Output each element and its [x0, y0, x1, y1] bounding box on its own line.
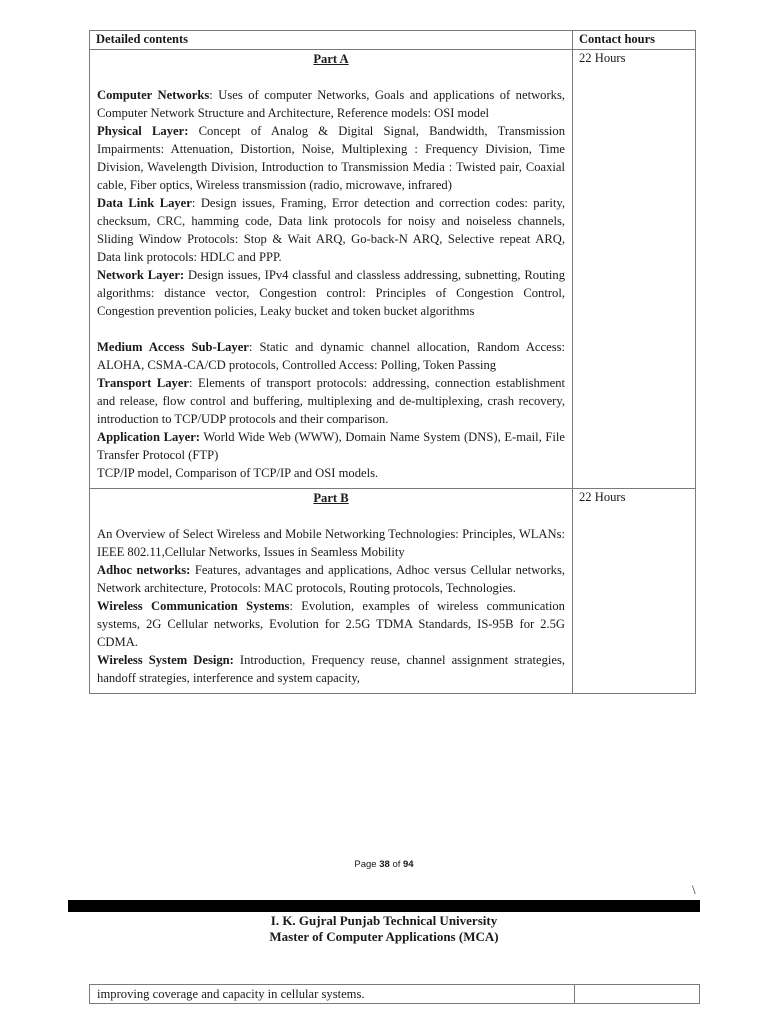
topic-term: Medium Access Sub-Layer [97, 340, 249, 354]
topic-term: Wireless System Design: [97, 653, 234, 667]
part-a-title: Part A [313, 52, 349, 66]
header-contact-hours: Contact hours [573, 31, 696, 50]
topic-computer-networks [97, 86, 565, 122]
header-detailed-contents: Detailed contents [90, 31, 573, 50]
topic-tcpip-model: TCP/IP model, Comparison of TCP/IP and OSI models. [97, 466, 379, 480]
part-a-contents [90, 50, 573, 489]
topic-network-layer [97, 266, 565, 320]
topic-term: Application Layer: [97, 430, 200, 444]
part-a-row [90, 50, 696, 489]
continued-hours [575, 985, 700, 1004]
topic-text: : Design issues, Framing, Error detection and correction codes: parity, checksum, CRC, hamming code, Data link protocols for noisy and noiseless channels, Sliding Window Protocols: Stop & Wait ARQ, Go-back-N ARQ, Selective repeat ARQ, Data link protocols: HDLC and PPP. [97, 196, 565, 264]
part-b-contents [90, 489, 573, 694]
stray-mark: \ [692, 882, 696, 897]
topic-text: World Wide Web (WWW), Domain Name System (DNS), E-mail, File Transfer Protocol (FTP) [97, 430, 565, 462]
topic-text: Features, advantages and applications, Adhoc versus Cellular networks, Network architecture, Protocols: MAC protocols, Routing protocols, Technologies. [97, 563, 566, 595]
topic-term: Physical Layer: [97, 124, 189, 138]
topic-text: Introduction, Frequency reuse, channel assignment strategies, handoff strategies, interference and system capacity, [97, 653, 566, 685]
page-number-footer [0, 859, 768, 870]
header-rule [68, 900, 700, 912]
part-a-hours: 22 Hours [573, 50, 696, 489]
topic-term: Network Layer: [97, 268, 185, 282]
topic-wireless-overview: An Overview of Select Wireless and Mobile Networking Technologies: Principles, WLANs: IEEE 802.11,Cellular Networks, Issues in Seamless Mobility [97, 527, 565, 559]
program-name: Master of Computer Applications (MCA) [269, 929, 499, 944]
topic-term: Data Link Layer [97, 196, 192, 210]
topic-term: Adhoc networks: [97, 563, 191, 577]
topic-text: : Uses of computer Networks, Goals and applications of networks, Computer Network Structure and Architecture, Reference models: OSI model [97, 88, 566, 120]
continued-table [89, 984, 700, 1004]
topic-term: Computer Networks [97, 88, 210, 102]
topic-transport-layer [97, 374, 565, 428]
part-b-hours: 22 Hours [573, 489, 696, 694]
topic-physical-layer [97, 122, 565, 194]
topic-text: : Static and dynamic channel allocation, Random Access: ALOHA, CSMA-CA/CD protocols, Controlled Access: Polling, Token Passing [97, 340, 566, 372]
topic-data-link-layer [97, 194, 565, 266]
page-current: 38 [379, 859, 390, 870]
university-name: I. K. Gujral Punjab Technical University [270, 913, 498, 928]
topic-adhoc-networks [97, 561, 565, 597]
university-header [0, 913, 768, 945]
topic-text: : Evolution, examples of wireless communication systems, 2G Cellular networks, Evolution for 2.5G TDMA Standards, IS-95B for 2.5G CDMA. [97, 599, 565, 649]
topic-text: : Elements of transport protocols: addressing, connection establishment and release, flow control and buffering, multiplexing and de-multiplexing, crash recovery, introduction to TCP/UDP protocols and their comparison. [97, 376, 565, 426]
topic-term: Transport Layer [97, 376, 190, 390]
topic-medium-access [97, 338, 565, 374]
topic-application-layer [97, 428, 565, 464]
topic-wireless-communication [97, 597, 565, 651]
topic-term: Wireless Communication Systems [97, 599, 290, 613]
table-header-row [90, 31, 696, 50]
topic-text: Design issues, IPv4 classful and classless addressing, subnetting, Routing algorithms: distance vector, Congestion control: Principles of Congestion Control, Congestion prevention policies, Leaky bucket and token bucket algorithms [97, 268, 565, 318]
continued-contents: improving coverage and capacity in cellular systems. [90, 985, 575, 1004]
part-b-title: Part B [313, 491, 349, 505]
topic-wireless-system-design [97, 651, 565, 687]
page-prefix: Page [354, 859, 380, 870]
continued-row [90, 985, 700, 1004]
syllabus-table [89, 30, 696, 694]
topic-text: Concept of Analog & Digital Signal, Bandwidth, Transmission Impairments: Attenuation, Distortion, Noise, Multiplexing : Frequency Division, Time Division, Wavelength Division, Introduction to Transmission Media : Twisted pair, Coaxial cable, Fiber optics, Wireless transmission (radio, microwave, infrared) [97, 124, 565, 192]
page-of: of [389, 859, 404, 870]
page-total: 94 [403, 859, 414, 870]
part-b-row [90, 489, 696, 694]
